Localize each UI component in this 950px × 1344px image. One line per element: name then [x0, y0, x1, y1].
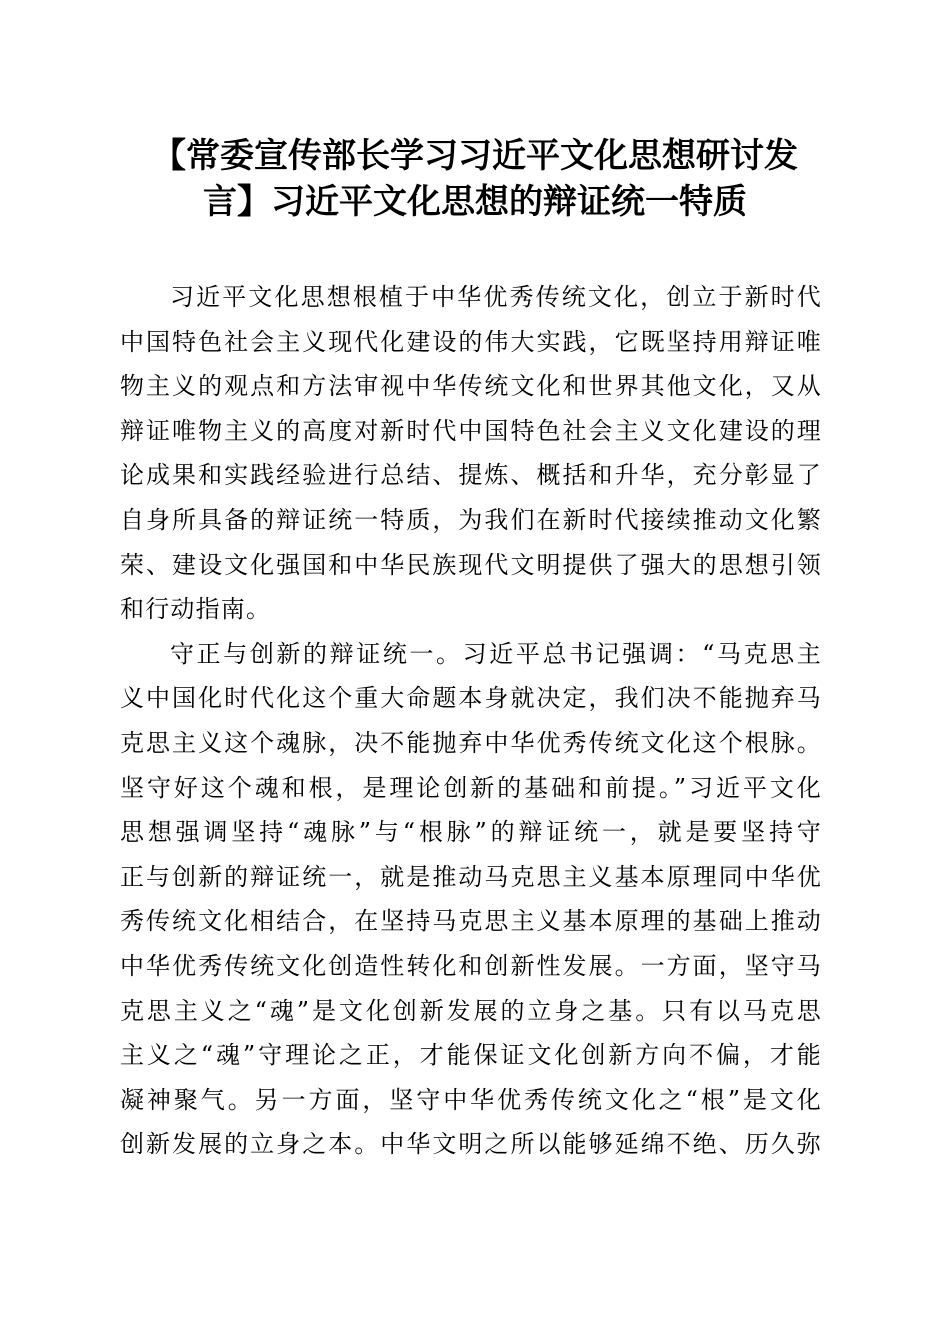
paragraph-line: 凝神聚气。另一方面，坚守中华优秀传统文化之“根”是文化 — [120, 1085, 822, 1114]
paragraph-line: 和行动指南。 — [120, 595, 272, 624]
paragraph-line: 创新发展的立身之本。中华文明之所以能够延绵不绝、历久弥 — [120, 1130, 822, 1159]
title-line-2: 言】习近平文化思想的辩证统一特质 — [203, 182, 747, 222]
paragraph-line: 中国特色社会主义现代化建设的伟大实践，它既坚持用辩证唯 — [120, 327, 822, 356]
paragraph-line: 克思主义之“魂”是文化创新发展的立身之基。只有以马克思 — [120, 996, 822, 1025]
paragraph-1 — [120, 275, 822, 632]
paragraph-line: 正与创新的辩证统一，就是推动马克思主义基本原理同中华优 — [120, 862, 822, 891]
title-line-1: 【常委宣传部长学习习近平文化思想研讨发 — [152, 136, 798, 176]
paragraph-line: 思想强调坚持“魂脉”与“根脉”的辩证统一，就是要坚持守 — [120, 818, 822, 847]
document-title — [118, 133, 832, 225]
paragraph-line: 荣、建设文化强国和中华民族现代文明提供了强大的思想引领 — [120, 550, 822, 579]
paragraph-line: 自身所具备的辩证统一特质，为我们在新时代接续推动文化繁 — [120, 505, 822, 534]
paragraph-line: 辩证唯物主义的高度对新时代中国特色社会主义文化建设的理 — [120, 416, 822, 445]
paragraph-2 — [120, 632, 822, 1167]
paragraph-line: 克思主义这个魂脉，决不能抛弃中华优秀传统文化这个根脉。 — [120, 728, 822, 757]
paragraph-line: 守正与创新的辩证统一。习近平总书记强调：“马克思主 — [170, 639, 822, 668]
paragraph-line: 秀传统文化相结合，在坚持马克思主义基本原理的基础上推动 — [120, 907, 822, 936]
paragraph-line: 中华优秀传统文化创造性转化和创新性发展。一方面，坚守马 — [120, 951, 822, 980]
paragraph-line: 习近平文化思想根植于中华优秀传统文化，创立于新时代 — [170, 283, 822, 311]
paragraph-line: 论成果和实践经验进行总结、提炼、概括和升华，充分彰显了 — [120, 461, 822, 490]
paragraph-line: 主义之“魂”守理论之正，才能保证文化创新方向不偏，才能 — [120, 1041, 822, 1070]
paragraph-line: 坚守好这个魂和根，是理论创新的基础和前提。”习近平文化 — [120, 773, 822, 802]
paragraph-line: 物主义的观点和方法审视中华传统文化和世界其他文化，又从 — [120, 372, 822, 401]
paragraph-line: 义中国化时代化这个重大命题本身就决定，我们决不能抛弃马 — [120, 684, 822, 713]
document-body — [120, 275, 822, 1167]
